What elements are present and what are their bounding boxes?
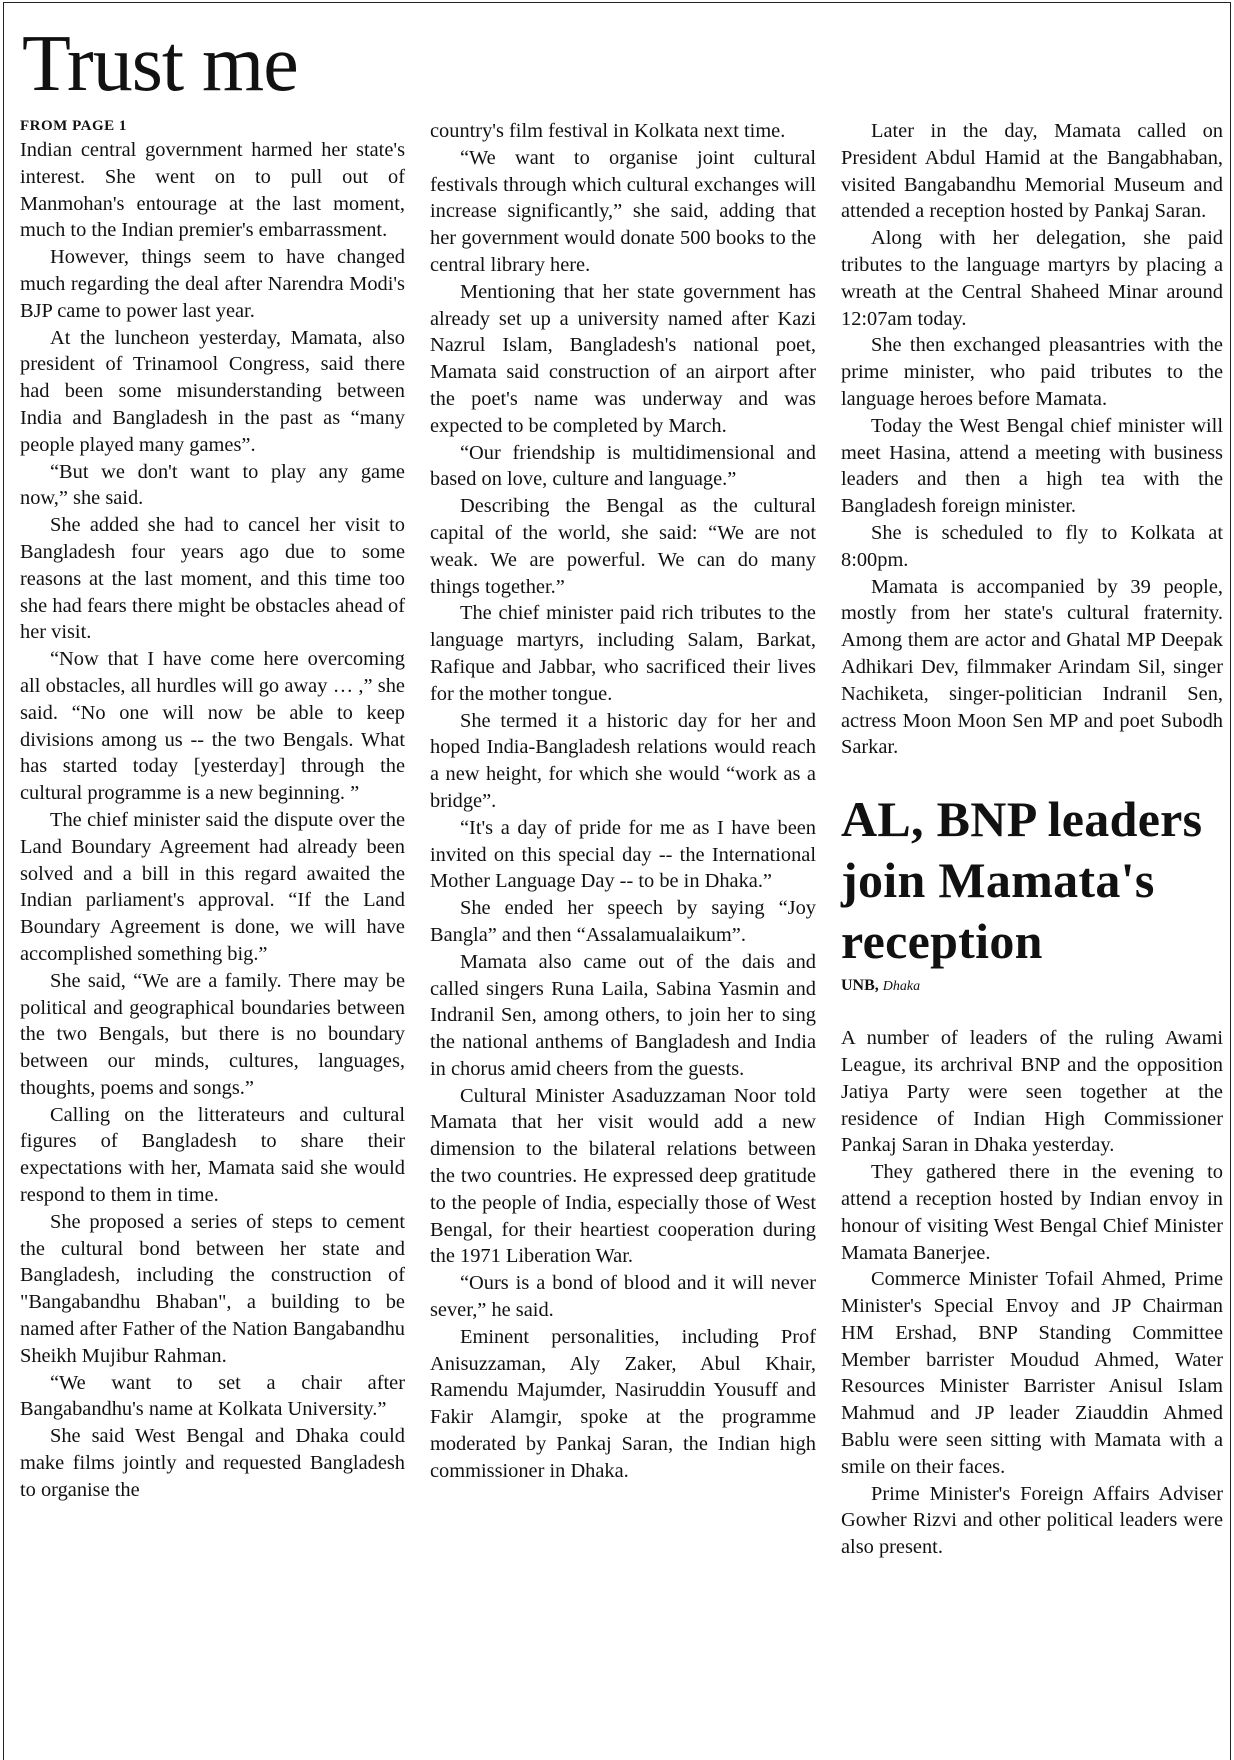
paragraph: “We want to organise joint cultural festivals through which cultural exchanges will increase significantly,” she said, adding that her government would donate 500 books to the central library here. xyxy=(430,146,816,276)
paragraph: She then exchanged pleasantries with the prime minister, who paid tributes to the language heroes before Mamata. xyxy=(841,334,1223,410)
paragraph: Cultural Minister Asaduzzaman Noor told Mamata that her visit would add a new dimension to the bilateral relations between the two countries. He expressed deep gratitude to the people of India, especially those of West Bengal, for their heartiest cooperation during the 1971 Liberation War. xyxy=(430,1084,816,1268)
paragraph: “But we don't want to play any game now,” she said. xyxy=(20,460,405,510)
paragraph: “Our friendship is multidimensional and based on love, culture and language.” xyxy=(430,441,816,491)
article-column-2 xyxy=(430,118,816,1485)
jump-label: FROM PAGE 1 xyxy=(20,118,127,134)
paragraph: She ended her speech by saying “Joy Bangla” and then “Assalamualaikum”. xyxy=(430,897,816,946)
paragraph: The chief minister paid rich tributes to the language martyrs, including Salam, Barkat, Rafique and Jabbar, who sacrificed their lives for the mother tongue. xyxy=(430,602,816,705)
paragraph: Describing the Bengal as the cultural capital of the world, she said: “We are not weak. We are powerful. We can do many things together.” xyxy=(430,495,816,598)
paragraph: Commerce Minister Tofail Ahmed, Prime Minister's Special Envoy and JP Chairman HM Ershad, BNP Standing Committee Member barrister Moudud Ahmed, Water Resources Minister Barrister Anisul Islam Mahmud and JP leader Ziauddin Ahmed Bablu were seen sitting with Mamata with a smile on their faces. xyxy=(841,1268,1223,1478)
paragraph: country's film festival in Kolkata next time. xyxy=(430,120,786,142)
paragraph: “Ours is a bond of blood and it will never sever,” he said. xyxy=(430,1272,816,1322)
paragraph: Mentioning that her state government has already set up a university named after Kazi Nazrul Islam, Bangladesh's national poet, Mamata said construction of an airport after the poet's name was underway and was expected to be completed by March. xyxy=(430,280,816,437)
paragraph: She added she had to cancel her visit to Bangladesh four years ago due to some reasons at the last moment, and this time too she had fears there might be obstacles ahead of her visit. xyxy=(20,514,405,644)
paragraph: At the luncheon yesterday, Mamata, also president of Trinamool Congress, said there had been some misunderstanding between India and Bangladesh in the past as “many people played many games”. xyxy=(20,326,405,456)
sidebar-headline: AL, BNP leaders join Mamata's reception xyxy=(841,791,1203,970)
paragraph: “We want to set a chair after Bangabandhu's name at Kolkata University.” xyxy=(20,1371,405,1421)
paragraph: “Now that I have come here overcoming all obstacles, all hurdles will go away … ,” she said. “No one will now be able to keep divisions among us -- the two Bengals. What has started today [yesterday] through the cultural programme is a new beginning. ” xyxy=(20,648,405,805)
paragraph: She proposed a series of steps to cement the cultural bond between her state and Bangladesh, including the construction of "Bangabandhu Bhaban", a building to be named after Father of the Nation Bangabandhu Sheikh Mujibur Rahman. xyxy=(20,1210,405,1367)
paragraph: However, things seem to have changed much regarding the deal after Narendra Modi's BJP came to power last year. xyxy=(20,246,405,322)
paragraph: “It's a day of pride for me as I have been invited on this special day -- the International Mother Language Day -- to be in Dhaka.” xyxy=(430,816,816,893)
paragraph: She said West Bengal and Dhaka could make films jointly and requested Bangladesh to organise the xyxy=(20,1425,405,1501)
paragraph: Indian central government harmed her state's interest. She went on to pull out of Manmohan's entourage at the last moment, much to the Indian premier's embarrassment. xyxy=(20,139,405,242)
paragraph: She said, “We are a family. There may be political and geographical boundaries between the two Bengals, but there is no boundary between our minds, cultures, languages, thoughts, poems and songs.” xyxy=(20,969,405,1099)
paragraph: The chief minister said the dispute over the Land Boundary Agreement had already been solved and a bill in this regard awaited the Indian parliament's approval. “If the Land Boundary Agreement is done, we will have accomplished something big.” xyxy=(20,808,405,965)
paragraph: Prime Minister's Foreign Affairs Adviser Gowher Rizvi and other political leaders were also present. xyxy=(841,1482,1223,1559)
paragraph: She termed it a historic day for her and hoped India-Bangladesh relations would reach a new height, for which she would “work as a bridge”. xyxy=(430,709,816,812)
paragraph: A number of leaders of the ruling Awami League, its archrival BNP and the opposition Jatiya Party were seen together at the residence of Indian High Commissioner Pankaj Saran in Dhaka yesterday. xyxy=(841,1027,1223,1157)
paragraph: Mamata also came out of the dais and called singers Runa Laila, Sabina Yasmin and Indranil Sen, among others, to join her to sing the national anthems of Bangladesh and India in chorus amid cheers from the guests. xyxy=(430,950,816,1080)
paragraph: Eminent personalities, including Prof Anisuzzaman, Aly Zaker, Abul Khair, Ramendu Majumder, Nasiruddin Yousuff and Fakir Alamgir, spoke at the programme moderated by Pankaj Saran, the Indian high commissioner in Dhaka. xyxy=(430,1325,816,1482)
article-headline: Trust me xyxy=(22,20,298,108)
paragraph: Calling on the litterateurs and cultural figures of Bangladesh to share their expectations with her, Mamata said she would respond to them in time. xyxy=(20,1103,405,1207)
article-column-3 xyxy=(841,118,1223,1561)
paragraph: Later in the day, Mamata called on President Abdul Hamid at the Bangabhaban, visited Bangabandhu Memorial Museum and attended a reception hosted by Pankaj Saran. xyxy=(841,120,1223,223)
byline-agency: UNB, xyxy=(841,977,879,995)
paragraph: They gathered there in the evening to attend a reception hosted by Indian envoy in honour of visiting West Bengal Chief Minister Mamata Banerjee. xyxy=(841,1161,1223,1264)
paragraph: Today the West Bengal chief minister will meet Hasina, attend a meeting with business leaders and then a high tea with the Bangladesh foreign minister. xyxy=(841,414,1223,518)
byline xyxy=(841,976,1223,997)
byline-place: Dhaka xyxy=(882,979,921,995)
paragraph: Along with her delegation, she paid tributes to the language martyrs by placing a wreath at the Central Shaheed Minar around 12:07am today. xyxy=(841,227,1223,330)
paragraph: Mamata is accompanied by 39 people, mostly from her state's cultural fraternity. Among them are actor and Ghatal MP Deepak Adhikari Dev, filmmaker Arindam Sil, singer Nachiketa, singer-politician Indranil Sen, actress Moon Moon Sen MP and poet Subodh Sarkar. xyxy=(841,575,1223,759)
paragraph: She is scheduled to fly to Kolkata at 8:00pm. xyxy=(841,521,1223,571)
article-column-1 xyxy=(20,118,405,1504)
